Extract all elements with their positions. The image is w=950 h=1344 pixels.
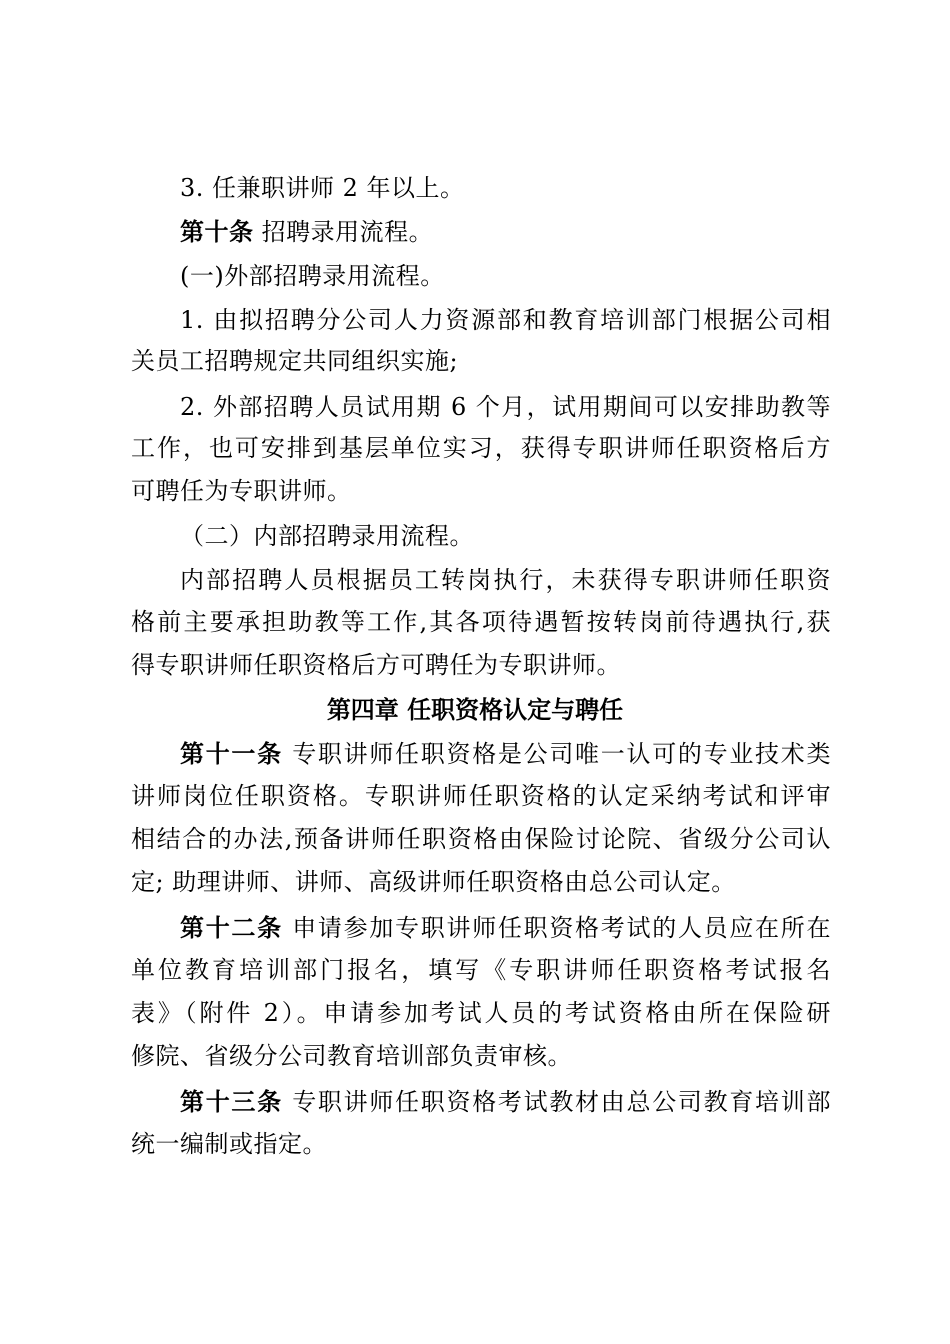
paragraph-3-line-1: 内部招聘人员根据员工转岗执行，未获得专职讲师任职资 — [180, 566, 831, 594]
section-external — [180, 256, 831, 296]
article-13-line-2: 统一编制或指定。 — [131, 1130, 327, 1158]
article-12-line-1 — [180, 908, 831, 948]
article-13-text-1: 专职讲师任职资格考试教材由总公司教育培训部 — [282, 1088, 831, 1116]
article-11-line-4: 定; 助理讲师、讲师、高级讲师任职资格由总公司认定。 — [131, 868, 736, 896]
article-11-line-3: 相结合的办法,预备讲师任职资格由保险讨论院、省级分公司认 — [131, 825, 831, 853]
article-13-line-1 — [180, 1082, 831, 1122]
article-10-label: 第十条 — [180, 218, 254, 246]
section-internal — [180, 516, 831, 556]
article-11-label: 第十一条 — [180, 740, 283, 768]
article-10-text: 招聘录用流程。 — [253, 218, 434, 246]
paragraph-2-line-3: 可聘任为专职讲师。 — [131, 477, 352, 505]
section-external-text: (一)外部招聘录用流程。 — [180, 262, 445, 290]
paragraph-2-line-2: 工作，也可安排到基层单位实习，获得专职讲师任职资格后方 — [131, 434, 831, 462]
paragraph-2-line-1: 2. 外部招聘人员试用期 6 个月，试用期间可以安排助教等 — [180, 393, 831, 421]
article-12-line-3: 表》（附件 2）。申请参加考试人员的考试资格由所在保险研 — [131, 999, 831, 1027]
chapter-4-heading: 第四章 任职资格认定与聘任 — [326, 696, 624, 724]
article-11-line-2: 讲师岗位任职资格。专职讲师任职资格的认定采纳考试和评审 — [131, 782, 831, 810]
article-11-line-1 — [180, 734, 831, 774]
article-12-line-2: 单位教育培训部门报名，填写《专职讲师任职资格考试报名 — [131, 956, 831, 984]
article-10 — [180, 212, 831, 252]
article-12-line-4: 修院、省级分公司教育培训部负责审核。 — [131, 1042, 572, 1070]
article-11-text-1: 专职讲师任职资格是公司唯一认可的专业技术类 — [282, 740, 831, 768]
section-internal-text: （二）内部招聘录用流程。 — [180, 522, 474, 550]
paragraph-1-line-2: 关员工招聘规定共同组织实施; — [131, 347, 459, 375]
paragraph-3-line-3: 得专职讲师任职资格后方可聘任为专职讲师。 — [131, 651, 621, 679]
article-12-label: 第十二条 — [180, 914, 283, 942]
item-3-text: 3. 任兼职讲师 2 年以上。 — [180, 174, 465, 202]
article-12-text-1: 申请参加专职讲师任职资格考试的人员应在所在 — [282, 914, 831, 942]
paragraph-1-line-1: 1. 由拟招聘分公司人力资源部和教育培训部门根据公司相 — [180, 306, 831, 334]
paragraph-3-line-2: 格前主要承担助教等工作,其各项待遇暂按转岗前待遇执行,获 — [131, 608, 831, 636]
article-13-label: 第十三条 — [180, 1088, 283, 1116]
item-3 — [180, 168, 831, 208]
